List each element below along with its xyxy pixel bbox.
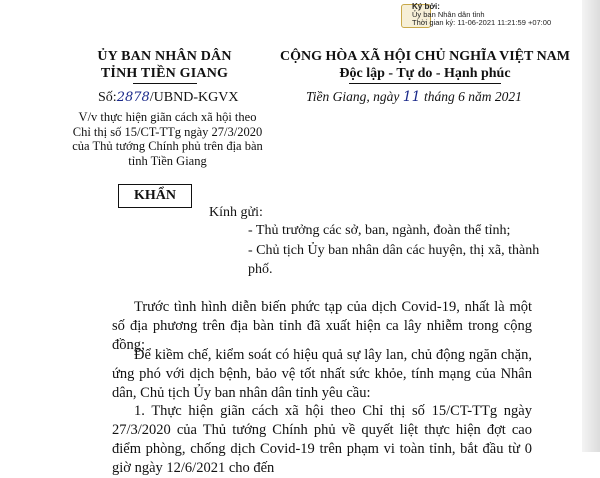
- date-suffix: tháng 6 năm 2021: [420, 89, 522, 104]
- doc-number-handwritten: 2878: [116, 90, 150, 105]
- page-edge-shadow: [582, 0, 600, 452]
- body-paragraph: Trước tình hình diễn biến phức tạp của dịch Covid-19, nhất là một số địa phương trên địa bàn tỉnh đã xuất hiện ca lây nhiễm trong cộng đồng;: [112, 299, 532, 353]
- agency-line-1: ỦY BAN NHÂN DÂN: [97, 49, 232, 64]
- date-prefix: Tiền Giang, ngày: [306, 89, 403, 104]
- document-number: [98, 90, 238, 106]
- agency-line-2: TỈNH TIỀN GIANG: [100, 66, 229, 81]
- urgent-label: KHẨN: [118, 184, 192, 208]
- doc-number-suffix: /UBND-KGVX: [149, 90, 239, 105]
- agency-underline: [133, 83, 197, 84]
- national-motto: Độc lập - Tự do - Hạnh phúc: [339, 66, 511, 81]
- motto-underline: [349, 83, 501, 84]
- digital-signature-stamp: [397, 2, 597, 38]
- nation-name: CỘNG HÒA XÃ HỘI CHỦ NGHĨA VIỆT NAM: [279, 49, 570, 64]
- document-subject: V/v thực hiện giãn cách xã hội theo Chỉ thị số 15/CT-TTg ngày 27/3/2020 của Thủ tướng Chính phủ trên địa bàn tỉnh Tiền Giang: [72, 110, 263, 168]
- stamp-time: Thời gian ký: 11-06-2021 11:21:59 +07:00: [412, 18, 552, 27]
- issuing-agency: [72, 48, 257, 84]
- body-paragraph: Để kiềm chế, kiểm soát có hiệu quả sự lây lan, chủ động ngăn chặn, ứng phó với dịch bệnh, bảo vệ tốt nhất sức khỏe, tính mạng của Nhân dân, Chủ tịch Ủy ban nhân dân tỉnh yêu cầu:: [112, 347, 532, 401]
- recipient-line: - Chủ tịch Ủy ban nhân dân các huyện, thị xã, thành phố.: [248, 243, 540, 277]
- greeting: Kính gửi:: [209, 205, 263, 220]
- recipient-line: - Thủ trưởng các sở, ban, ngành, đoàn thể tỉnh;: [248, 223, 511, 238]
- national-header: [270, 48, 580, 84]
- stamp-signer: Ký bởi:: [412, 2, 440, 11]
- document-date: [306, 89, 522, 105]
- body-paragraph: 1. Thực hiện giãn cách xã hội theo Chỉ thị số 15/CT-TTg ngày 27/3/2020 của Thủ tướng Chính phủ về quyết liệt thực hiện đợt cao điểm phòng, chống dịch Covid-19 trên phạm vi toàn tỉnh, bắt đầu từ 0 giờ ngày 12/6/2021 cho đến: [112, 403, 532, 476]
- date-day-handwritten: 11: [402, 89, 421, 105]
- doc-number-prefix: Số:: [98, 90, 117, 105]
- stamp-organization: Ủy ban Nhân dân tỉnh: [412, 10, 485, 19]
